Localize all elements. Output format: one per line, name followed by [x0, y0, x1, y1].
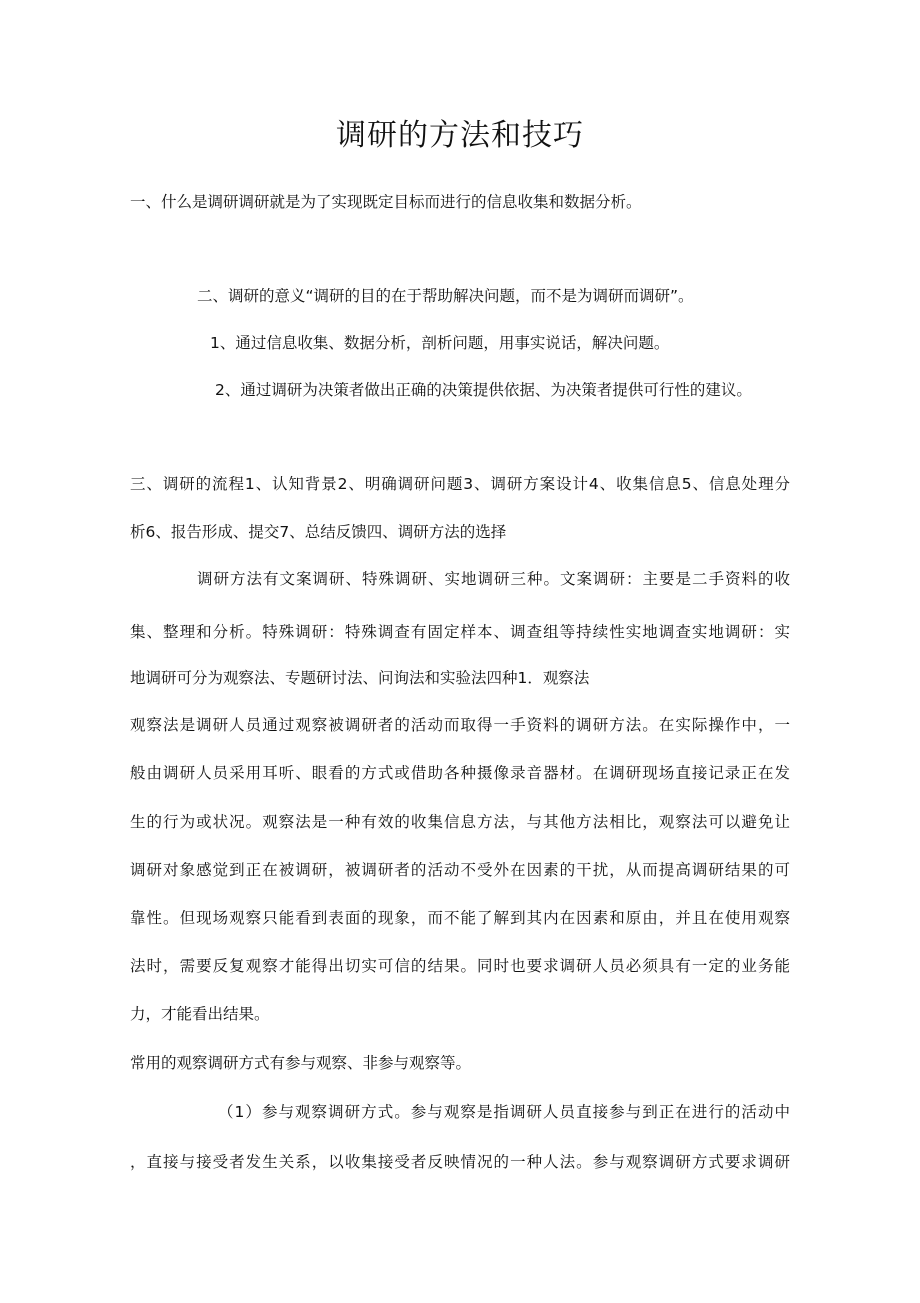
- section-2-item-2: 2、通过调研为决策者做出正确的决策提供依据、为决策者提供可行性的建议。: [215, 381, 752, 399]
- document-title: 调研的方法和技巧: [336, 118, 584, 153]
- observation-paragraph-line: 观察法是调研人员通过观察被调研者的活动而取得一手资料的调研方法。在实际操作中，一: [130, 716, 790, 734]
- section-3-paragraph-line: 三、调研的流程1、认知背景2、明确调研问题3、调研方案设计4、收集信息5、信息处理分: [130, 475, 790, 493]
- methods-paragraph-line: 调研方法有文案调研、特殊调研、实地调研三种。文案调研：主要是二手资料的收: [197, 570, 790, 588]
- observation-paragraph-line: 调研对象感觉到正在被调研，被调研者的活动不受外在因素的干扰，从而提高调研结果的可: [130, 861, 790, 879]
- participant-observation-line: ，直接与接受者发生关系，以收集接受者反映情况的一种人法。参与观察调研方式要求调研: [130, 1153, 790, 1171]
- observation-paragraph-line: 法时，需要反复观察才能得出切实可信的结果。同时也要求调研人员必须具有一定的业务能: [130, 957, 790, 975]
- observation-paragraph-line: 靠性。但现场观察只能看到表面的现象，而不能了解到其内在因素和原由，并且在使用观察: [130, 909, 790, 927]
- methods-paragraph-line: 地调研可分为观察法、专题研讨法、问询法和实验法四种1．观察法: [130, 669, 590, 687]
- methods-paragraph-line: 集、整理和分析。特殊调研：特殊调查有固定样本、调查组等持续性实地调查实地调研：实: [130, 623, 790, 641]
- section-3-paragraph-line: 析6、报告形成、提交7、总结反馈四、调研方法的选择: [130, 523, 507, 541]
- observation-paragraph-line: 般由调研人员采用耳听、眼看的方式或借助各种摄像录音器材。在调研现场直接记录正在发: [130, 764, 790, 782]
- participant-observation-line: （1）参与观察调研方式。参与观察是指调研人员直接参与到正在进行的活动中: [218, 1103, 790, 1121]
- observation-paragraph-line: 力，才能看出结果。: [130, 1005, 270, 1023]
- section-2-item-1: 1、通过信息收集、数据分析，剖析问题，用事实说话，解决问题。: [210, 334, 670, 352]
- observation-types-line: 常用的观察调研方式有参与观察、非参与观察等。: [130, 1054, 472, 1072]
- section-2-heading: 二、调研的意义“调研的目的在于帮助解决问题，而不是为调研而调研”。: [197, 287, 694, 305]
- section-1-heading: 一、什么是调研调研就是为了实现既定目标而进行的信息收集和数据分析。: [130, 193, 642, 211]
- observation-paragraph-line: 生的行为或状况。观察法是一种有效的收集信息方法，与其他方法相比，观察法可以避免让: [130, 813, 790, 831]
